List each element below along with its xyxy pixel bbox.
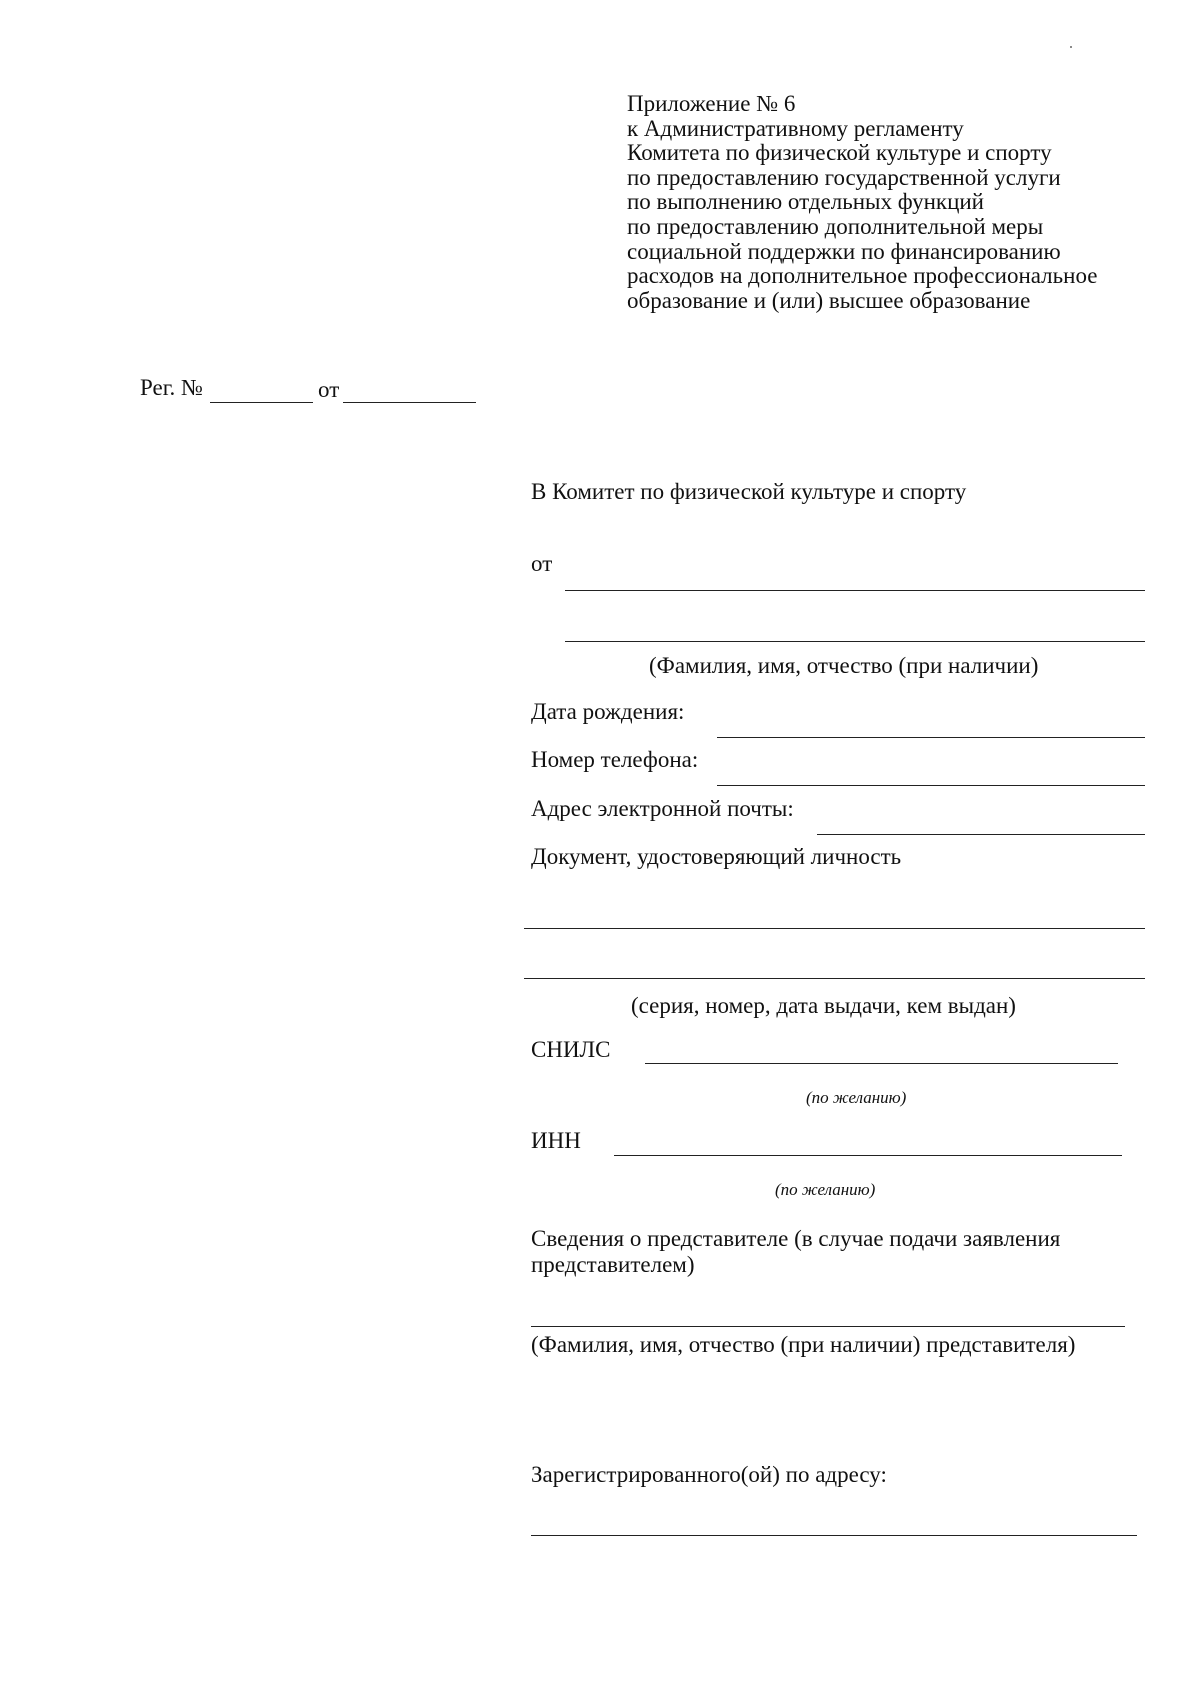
representative-label: Сведения о представителе (в случае подачи заявления: [531, 1226, 1061, 1251]
addressee: В Комитет по физической культуре и спорту: [531, 479, 967, 504]
birth-date-field[interactable]: [717, 737, 1145, 738]
appendix-line: расходов на дополнительное профессиональное: [627, 263, 1098, 289]
appendix-line: Приложение № 6: [627, 91, 796, 116]
id-document-caption: (серия, номер, дата выдачи, кем выдан): [631, 993, 1016, 1018]
email-label: Адрес электронной почты:: [531, 796, 794, 821]
address-label: Зарегистрированного(ой) по адресу:: [531, 1462, 887, 1487]
inn-note: (по желанию): [775, 1180, 876, 1199]
appendix-line: к Административному регламенту: [627, 115, 964, 141]
representative-name-field[interactable]: [531, 1326, 1125, 1327]
scan-speck: [1070, 46, 1072, 48]
id-document-field[interactable]: [524, 928, 1145, 929]
appendix-line: социальной поддержки по финансированию: [627, 238, 1061, 264]
birth-date-label: Дата рождения:: [531, 699, 685, 724]
snils-field[interactable]: [645, 1063, 1118, 1064]
applicant-name-field-2[interactable]: [565, 641, 1145, 642]
snils-label: СНИЛС: [531, 1037, 611, 1062]
representative-caption: (Фамилия, имя, отчество (при наличии) представителя): [531, 1332, 1076, 1357]
snils-note: (по желанию): [806, 1088, 907, 1107]
reg-number-label: Рег. №: [140, 375, 203, 400]
representative-label-2: представителем): [531, 1252, 695, 1277]
appendix-line: по предоставлению дополнительной меры: [627, 213, 1044, 239]
reg-date-label: от: [318, 377, 340, 402]
appendix-line: образование и (или) высшее образование: [627, 287, 1031, 313]
inn-label: ИНН: [531, 1128, 581, 1153]
reg-date-field[interactable]: [343, 402, 476, 403]
phone-label: Номер телефона:: [531, 747, 699, 772]
fio-caption: (Фамилия, имя, отчество (при наличии): [649, 653, 1039, 678]
email-field[interactable]: [817, 834, 1145, 835]
id-document-field-2[interactable]: [524, 978, 1145, 979]
id-document-label: Документ, удостоверяющий личность: [531, 844, 902, 869]
address-field[interactable]: [531, 1535, 1137, 1536]
appendix-header: [627, 92, 1097, 313]
inn-field[interactable]: [614, 1155, 1122, 1156]
appendix-line: по выполнению отдельных функций: [627, 189, 984, 215]
appendix-line: по предоставлению государственной услуги: [627, 164, 1061, 190]
appendix-line: Комитета по физической культуре и спорту: [627, 140, 1052, 166]
from-label: от: [531, 551, 553, 576]
phone-field[interactable]: [717, 785, 1145, 786]
applicant-name-field[interactable]: [565, 590, 1145, 591]
reg-number-field[interactable]: [210, 402, 313, 403]
